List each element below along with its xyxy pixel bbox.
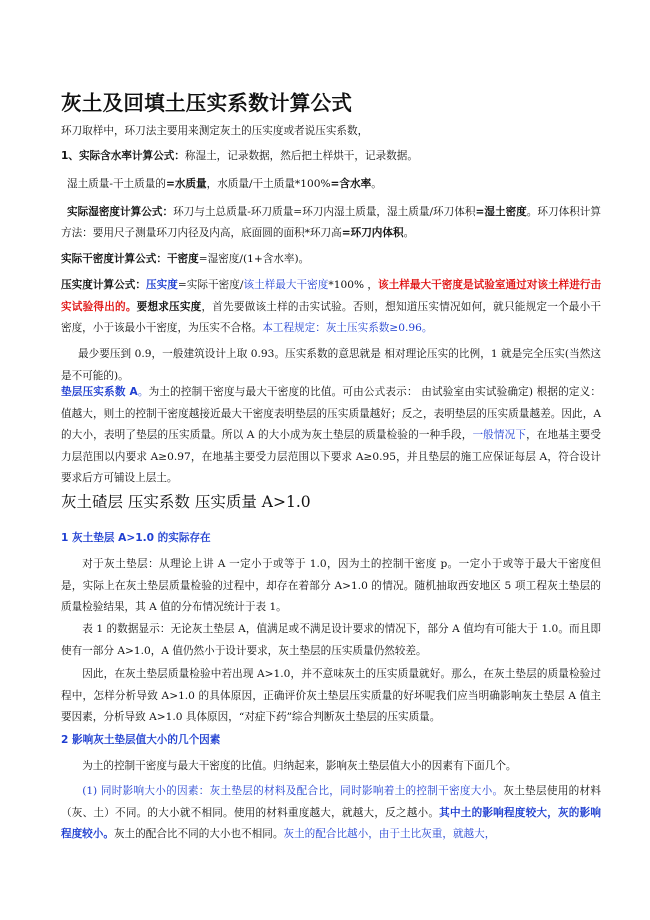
formula-part-b: =水质量	[165, 178, 207, 190]
cushion-a: 为土的控制干密度与最大干密度的比值。可由公式表示： 由试验室由实试验确定) 根据的定义：值越大，则土的控制干密度越接近最大干密度表明垫层的压实质量越好；反之，表明垫层的压实质量越差。因此，A 的大小，表明了垫层的压实质量。所以 A 的大小成为灰土垫层的质量检验的一种手段，	[61, 386, 601, 441]
compaction-g: ，首先要做该土样的击实试验。否则，想知道压实情况如何，就只能规定一个最小干密度，小于该最小干密度，为压实不合格。	[61, 300, 602, 334]
compaction-c: 该土样最大干密度	[243, 279, 329, 291]
wet-density-e: 。	[403, 226, 415, 239]
cushion-dot: 。	[137, 386, 149, 398]
compaction-label: 压实度计算公式：	[61, 279, 146, 291]
cushion-b: 一般情况下	[472, 429, 527, 441]
compaction-paragraph	[61, 275, 601, 340]
dry-density-b: =湿密度/(1+含水率)。	[198, 253, 310, 265]
wet-density-a: 环刀与土总质量-环刀质量=环刀内湿土质量，湿土质量/环刀体积	[173, 206, 476, 218]
cushion-c: ，在地基主要受力层范围以内要求 A≥0.97，在地基主要受力层范围以下要求 A≥0.95，并且垫层的施工应保证每层 A，符合设计要求后方可铺设上层土。	[61, 429, 602, 484]
wet-density-label: 实际湿密度计算公式：	[67, 206, 174, 218]
dry-density-label: 实际干密度计算公式：	[61, 253, 167, 265]
section-heading: 灰土碴层 压实系数 压实质量 A>1.0	[61, 493, 311, 511]
intro-paragraph: 环刀取样中，环刀法主要用来测定灰土的压实度或者说压实系数，	[61, 125, 369, 137]
factors-c: 其中土的影响程度较大，灰的影响程度较小。	[61, 806, 602, 840]
formula-part-e: 。	[371, 178, 382, 190]
water-content-text: 称湿土，记录数据，然后把土样烘干，记录数据。	[184, 150, 418, 162]
compaction-e: 该土样最大干密度是试验室通过对该土样进行击实试验得出的。	[61, 279, 602, 313]
compaction-b: =实际干密度/	[177, 279, 244, 291]
water-content-formula	[61, 174, 607, 196]
compaction-a: 压实度	[145, 279, 178, 291]
subsection-2-paragraph-1: 为土的控制干密度与最大干密度的比值。归纳起来，影响灰土垫层值大小的因素有下面几个。	[82, 760, 517, 772]
wet-density-paragraph	[61, 202, 601, 243]
wet-density-b: =湿土密度	[475, 206, 527, 218]
factors-e: 灰土的配合比越小，由于土比灰重，就越大，	[283, 828, 496, 840]
cushion-coefficient-paragraph	[61, 382, 601, 490]
formula-part-d: =含水率	[330, 178, 372, 190]
dry-density-a: 干密度	[166, 253, 199, 265]
subsection-1-paragraph-1: 对于灰土垫层：从理论上讲 A 一定小于或等于 1.0，因为土的控制干密度 p。一定小于或等于最大干密度但是，实际上在灰土垫层质量检验的过程中，却存在着部分 A>1.0 的情况。随机抽取西安地区 5 项工程灰土垫层的质量检验结果，其 A 值的分布情况统计于表 1。	[61, 558, 601, 613]
cushion-label: 垫层压实系数 A	[61, 386, 138, 398]
subsection-2-paragraph-2	[61, 781, 601, 846]
factors-a: (1) 同时影响大小的因素：灰土垫层的材料及配合比，同时影响着土的控制干密度大小。	[82, 785, 504, 797]
water-content-paragraph	[61, 146, 601, 168]
subsection-2-heading: 2 影响灰土垫层值大小的几个因素	[61, 734, 221, 746]
factors-d: 灰土的配合比不同的大小也不相同。	[113, 828, 284, 840]
formula-part-a: 湿土质量-干土质量的	[67, 178, 166, 190]
dry-density-paragraph	[61, 249, 601, 271]
minimum-compaction-paragraph: 最少要压到 0.9，一般建筑设计上取 0.93。压实系数的意思就是 相对理论压实的比例，1 就是完全压实(当然这是不可能的)。	[61, 348, 601, 382]
subsection-1-paragraph-2: 表 1 的数据显示：无论灰土垫层 A，值满足或不满足设计要求的情况下，部分 A 值均有可能大于 1.0。而且即使有一部分 A>1.0，A 值仍然小于设计要求，灰土垫层的压实质量仍然较差。	[61, 623, 601, 657]
compaction-d: *100% ，	[328, 279, 379, 291]
subsection-1-heading: 1 灰土垫层 A>1.0 的实际存在	[61, 532, 211, 544]
wet-density-c: 。环刀体积计算方法：要用尺子测量环刀内径及内高，底面圆的面积*环刀高	[61, 206, 602, 239]
document-title: 灰土及回填土压实系数计算公式	[61, 91, 353, 115]
wet-density-d: =环刀内体积	[341, 226, 404, 239]
subsection-1-paragraph-3: 因此，在灰土垫层质量检验中若出现 A>1.0，并不意味灰土的压实质量就好。那么，在灰土垫层的质量检验过程中，怎样分析导致 A>1.0 的具体原因，正确评价灰土垫层压实质量的好坏呢我们应当明确影响灰土垫层 A 值主要因素，分析导致 A>1.0 具体原因，“对症下药”综合判断灰土垫层的压实质量。	[61, 668, 601, 723]
compaction-h: 本工程规定：灰土压实系数≥0.96。	[262, 322, 433, 334]
factors-b: 灰土垫层使用的材料（灰、土）不同。的大小就不相同。使用的材料重度越大，就越大，反之越小。	[61, 785, 602, 819]
compaction-f: 要想求压实度	[136, 300, 202, 313]
water-content-label: 1、实际含水率计算公式：	[61, 150, 185, 162]
formula-part-c: ，水质量/干土质量*100%	[206, 178, 331, 190]
